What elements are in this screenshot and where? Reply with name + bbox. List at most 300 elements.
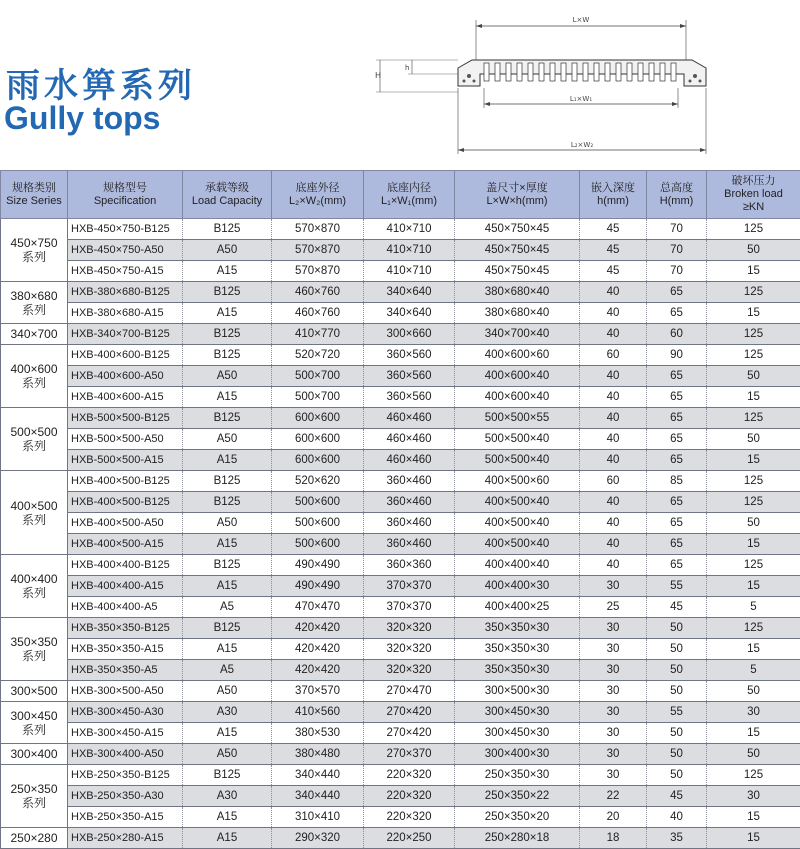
base-inner-cell: 410×710 bbox=[364, 240, 455, 261]
total-height-cell: 35 bbox=[647, 828, 707, 849]
base-outer-cell: 290×320 bbox=[272, 828, 364, 849]
base-inner-cell: 360×560 bbox=[364, 387, 455, 408]
table-row bbox=[1, 387, 800, 408]
base-outer-cell: 600×600 bbox=[272, 429, 364, 450]
base-outer-cell: 380×530 bbox=[272, 723, 364, 744]
spec-cell: HXB-450×750-A15 bbox=[68, 261, 183, 282]
table-row bbox=[1, 282, 800, 303]
load-cell: A50 bbox=[183, 240, 272, 261]
broken-load-cell: 15 bbox=[707, 261, 800, 282]
size-series-value: 300×500 bbox=[1, 684, 67, 698]
base-inner-cell: 360×360 bbox=[364, 555, 455, 576]
size-series-value: 250×280 bbox=[1, 831, 67, 845]
base-inner-cell: 360×560 bbox=[364, 345, 455, 366]
load-cell: B125 bbox=[183, 492, 272, 513]
spec-cell: HXB-450×750-B125 bbox=[68, 219, 183, 240]
table-row bbox=[1, 660, 800, 681]
load-cell: A15 bbox=[183, 723, 272, 744]
base-outer-cell: 570×870 bbox=[272, 240, 364, 261]
embed-depth-cell: 40 bbox=[580, 555, 647, 576]
base-outer-cell: 520×720 bbox=[272, 345, 364, 366]
gully-top-cross-section-diagram bbox=[372, 8, 722, 158]
base-inner-cell: 340×640 bbox=[364, 282, 455, 303]
total-height-cell: 50 bbox=[647, 660, 707, 681]
broken-load-cell: 15 bbox=[707, 450, 800, 471]
broken-load-cell: 125 bbox=[707, 471, 800, 492]
spec-cell: HXB-300×400-A50 bbox=[68, 744, 183, 765]
load-cell: A15 bbox=[183, 639, 272, 660]
embed-depth-cell: 30 bbox=[580, 744, 647, 765]
total-height-cell: 90 bbox=[647, 345, 707, 366]
size-series-cell bbox=[1, 618, 68, 681]
total-height-cell: 50 bbox=[647, 639, 707, 660]
base-inner-cell: 320×320 bbox=[364, 618, 455, 639]
cover-size-cell: 250×350×22 bbox=[455, 786, 580, 807]
size-series-cell bbox=[1, 681, 68, 702]
spec-cell: HXB-340×700-B125 bbox=[68, 324, 183, 345]
base-inner-cell: 320×320 bbox=[364, 660, 455, 681]
spec-cell: HXB-400×600-A15 bbox=[68, 387, 183, 408]
size-series-cell bbox=[1, 324, 68, 345]
embed-depth-cell: 30 bbox=[580, 639, 647, 660]
size-series-cell bbox=[1, 555, 68, 618]
size-series-value: 400×400 bbox=[1, 572, 67, 586]
spec-cell: HXB-300×500-A50 bbox=[68, 681, 183, 702]
load-cell: A50 bbox=[183, 744, 272, 765]
embed-depth-cell: 60 bbox=[580, 345, 647, 366]
cover-size-cell: 400×500×40 bbox=[455, 492, 580, 513]
total-height-cell: 70 bbox=[647, 240, 707, 261]
cover-size-cell: 300×450×30 bbox=[455, 702, 580, 723]
spec-cell: HXB-400×600-A50 bbox=[68, 366, 183, 387]
broken-load-cell: 125 bbox=[707, 282, 800, 303]
size-series-suffix: 系列 bbox=[1, 649, 67, 663]
table-row bbox=[1, 723, 800, 744]
base-inner-cell: 460×460 bbox=[364, 408, 455, 429]
size-series-value: 350×350 bbox=[1, 635, 67, 649]
cover-size-cell: 250×350×20 bbox=[455, 807, 580, 828]
base-inner-cell: 460×460 bbox=[364, 429, 455, 450]
cover-size-cell: 450×750×45 bbox=[455, 240, 580, 261]
spec-cell: HXB-250×280-A15 bbox=[68, 828, 183, 849]
table-row bbox=[1, 681, 800, 702]
table-row bbox=[1, 324, 800, 345]
base-inner-cell: 360×460 bbox=[364, 471, 455, 492]
total-height-cell: 65 bbox=[647, 492, 707, 513]
spec-cell: HXB-250×350-A30 bbox=[68, 786, 183, 807]
header-base-outer: 底座外径 L₂×W₂(mm) bbox=[272, 171, 364, 219]
header-embed-depth: 嵌入深度 h(mm) bbox=[580, 171, 647, 219]
table-header-row bbox=[1, 171, 800, 219]
base-outer-cell: 490×490 bbox=[272, 555, 364, 576]
header-total-height: 总高度 H(mm) bbox=[647, 171, 707, 219]
load-cell: B125 bbox=[183, 282, 272, 303]
base-outer-cell: 470×470 bbox=[272, 597, 364, 618]
cover-size-cell: 400×600×60 bbox=[455, 345, 580, 366]
cover-size-cell: 400×500×40 bbox=[455, 513, 580, 534]
broken-load-cell: 15 bbox=[707, 576, 800, 597]
load-cell: A15 bbox=[183, 303, 272, 324]
table-row bbox=[1, 219, 800, 240]
embed-depth-cell: 40 bbox=[580, 282, 647, 303]
cover-size-cell: 380×680×40 bbox=[455, 303, 580, 324]
base-inner-cell: 220×320 bbox=[364, 786, 455, 807]
size-series-cell bbox=[1, 744, 68, 765]
base-inner-cell: 360×460 bbox=[364, 513, 455, 534]
total-height-cell: 45 bbox=[647, 597, 707, 618]
load-cell: A5 bbox=[183, 660, 272, 681]
total-height-cell: 55 bbox=[647, 702, 707, 723]
base-outer-cell: 380×480 bbox=[272, 744, 364, 765]
cover-size-cell: 250×350×30 bbox=[455, 765, 580, 786]
table-row bbox=[1, 513, 800, 534]
broken-load-cell: 50 bbox=[707, 513, 800, 534]
cover-size-cell: 400×500×60 bbox=[455, 471, 580, 492]
base-outer-cell: 340×440 bbox=[272, 786, 364, 807]
total-height-cell: 55 bbox=[647, 576, 707, 597]
load-cell: A50 bbox=[183, 513, 272, 534]
total-height-cell: 65 bbox=[647, 366, 707, 387]
page-title-cn: 雨水箅系列 bbox=[6, 58, 196, 107]
embed-depth-cell: 30 bbox=[580, 723, 647, 744]
spec-cell: HXB-400×500-A15 bbox=[68, 534, 183, 555]
table-row bbox=[1, 471, 800, 492]
cover-size-cell: 500×500×55 bbox=[455, 408, 580, 429]
cover-size-cell: 350×350×30 bbox=[455, 639, 580, 660]
size-series-cell bbox=[1, 765, 68, 828]
embed-depth-cell: 20 bbox=[580, 807, 647, 828]
broken-load-cell: 15 bbox=[707, 723, 800, 744]
total-height-cell: 65 bbox=[647, 387, 707, 408]
table-row bbox=[1, 366, 800, 387]
spec-cell: HXB-400×600-B125 bbox=[68, 345, 183, 366]
total-height-cell: 50 bbox=[647, 681, 707, 702]
broken-load-cell: 30 bbox=[707, 786, 800, 807]
size-series-suffix: 系列 bbox=[1, 513, 67, 527]
total-height-cell: 65 bbox=[647, 534, 707, 555]
broken-load-cell: 125 bbox=[707, 408, 800, 429]
size-series-suffix: 系列 bbox=[1, 586, 67, 600]
table-row bbox=[1, 492, 800, 513]
total-height-cell: 60 bbox=[647, 324, 707, 345]
total-height-cell: 65 bbox=[647, 555, 707, 576]
base-inner-cell: 360×560 bbox=[364, 366, 455, 387]
base-outer-cell: 460×760 bbox=[272, 303, 364, 324]
header-specification: 规格型号 Specification bbox=[68, 171, 183, 219]
base-outer-cell: 500×700 bbox=[272, 366, 364, 387]
table-row bbox=[1, 597, 800, 618]
base-inner-cell: 460×460 bbox=[364, 450, 455, 471]
spec-cell: HXB-400×400-A5 bbox=[68, 597, 183, 618]
table-row bbox=[1, 408, 800, 429]
size-series-value: 300×400 bbox=[1, 747, 67, 761]
size-series-suffix: 系列 bbox=[1, 250, 67, 264]
base-inner-cell: 360×460 bbox=[364, 492, 455, 513]
broken-load-cell: 15 bbox=[707, 639, 800, 660]
total-height-cell: 40 bbox=[647, 807, 707, 828]
base-outer-cell: 570×870 bbox=[272, 219, 364, 240]
table-row bbox=[1, 450, 800, 471]
total-height-cell: 50 bbox=[647, 765, 707, 786]
base-outer-cell: 500×600 bbox=[272, 492, 364, 513]
cover-size-cell: 450×750×45 bbox=[455, 219, 580, 240]
embed-depth-cell: 30 bbox=[580, 618, 647, 639]
base-outer-cell: 420×420 bbox=[272, 660, 364, 681]
base-outer-cell: 460×760 bbox=[272, 282, 364, 303]
cover-size-cell: 400×400×40 bbox=[455, 555, 580, 576]
spec-cell: HXB-400×500-A50 bbox=[68, 513, 183, 534]
gully-tops-spec-table bbox=[0, 170, 800, 849]
table-row bbox=[1, 828, 800, 849]
embed-depth-cell: 40 bbox=[580, 429, 647, 450]
broken-load-cell: 125 bbox=[707, 555, 800, 576]
table-row bbox=[1, 555, 800, 576]
load-cell: A5 bbox=[183, 597, 272, 618]
embed-depth-cell: 40 bbox=[580, 408, 647, 429]
dim-h-label: h bbox=[405, 64, 409, 72]
size-series-suffix: 系列 bbox=[1, 376, 67, 390]
size-series-suffix: 系列 bbox=[1, 723, 67, 737]
cover-size-cell: 400×400×30 bbox=[455, 576, 580, 597]
load-cell: B125 bbox=[183, 408, 272, 429]
base-outer-cell: 490×490 bbox=[272, 576, 364, 597]
spec-cell: HXB-400×500-B125 bbox=[68, 471, 183, 492]
total-height-cell: 65 bbox=[647, 429, 707, 450]
base-inner-cell: 270×370 bbox=[364, 744, 455, 765]
total-height-cell: 65 bbox=[647, 513, 707, 534]
load-cell: A15 bbox=[183, 828, 272, 849]
cover-size-cell: 500×500×40 bbox=[455, 429, 580, 450]
base-outer-cell: 520×620 bbox=[272, 471, 364, 492]
table-row bbox=[1, 744, 800, 765]
broken-load-cell: 30 bbox=[707, 702, 800, 723]
size-series-suffix: 系列 bbox=[1, 303, 67, 317]
load-cell: B125 bbox=[183, 324, 272, 345]
embed-depth-cell: 25 bbox=[580, 597, 647, 618]
total-height-cell: 65 bbox=[647, 408, 707, 429]
embed-depth-cell: 40 bbox=[580, 450, 647, 471]
embed-depth-cell: 60 bbox=[580, 471, 647, 492]
broken-load-cell: 50 bbox=[707, 744, 800, 765]
total-height-cell: 45 bbox=[647, 786, 707, 807]
size-series-value: 340×700 bbox=[1, 327, 67, 341]
broken-load-cell: 15 bbox=[707, 534, 800, 555]
embed-depth-cell: 45 bbox=[580, 261, 647, 282]
table-row bbox=[1, 765, 800, 786]
broken-load-cell: 125 bbox=[707, 324, 800, 345]
spec-cell: HXB-400×400-A15 bbox=[68, 576, 183, 597]
cover-size-cell: 340×700×40 bbox=[455, 324, 580, 345]
total-height-cell: 65 bbox=[647, 282, 707, 303]
cover-size-cell: 400×600×40 bbox=[455, 387, 580, 408]
cover-size-cell: 500×500×40 bbox=[455, 450, 580, 471]
load-cell: B125 bbox=[183, 219, 272, 240]
embed-depth-cell: 30 bbox=[580, 765, 647, 786]
cover-size-cell: 300×450×30 bbox=[455, 723, 580, 744]
base-inner-cell: 270×470 bbox=[364, 681, 455, 702]
base-outer-cell: 370×570 bbox=[272, 681, 364, 702]
base-inner-cell: 370×370 bbox=[364, 597, 455, 618]
embed-depth-cell: 45 bbox=[580, 219, 647, 240]
spec-cell: HXB-380×680-A15 bbox=[68, 303, 183, 324]
total-height-cell: 65 bbox=[647, 450, 707, 471]
base-inner-cell: 410×710 bbox=[364, 219, 455, 240]
broken-load-cell: 50 bbox=[707, 366, 800, 387]
total-height-cell: 70 bbox=[647, 219, 707, 240]
embed-depth-cell: 30 bbox=[580, 681, 647, 702]
base-outer-cell: 340×440 bbox=[272, 765, 364, 786]
load-cell: A50 bbox=[183, 366, 272, 387]
size-series-cell bbox=[1, 471, 68, 555]
embed-depth-cell: 40 bbox=[580, 324, 647, 345]
broken-load-cell: 125 bbox=[707, 219, 800, 240]
cover-size-cell: 380×680×40 bbox=[455, 282, 580, 303]
load-cell: A15 bbox=[183, 534, 272, 555]
size-series-value: 300×450 bbox=[1, 709, 67, 723]
cover-size-cell: 350×350×30 bbox=[455, 660, 580, 681]
cover-size-cell: 400×600×40 bbox=[455, 366, 580, 387]
load-cell: A30 bbox=[183, 702, 272, 723]
broken-load-cell: 125 bbox=[707, 618, 800, 639]
spec-cell: HXB-350×350-B125 bbox=[68, 618, 183, 639]
total-height-cell: 50 bbox=[647, 723, 707, 744]
base-inner-cell: 300×660 bbox=[364, 324, 455, 345]
header-base-inner: 底座内径 L₁×W₁(mm) bbox=[364, 171, 455, 219]
base-inner-cell: 220×250 bbox=[364, 828, 455, 849]
table-row bbox=[1, 702, 800, 723]
spec-cell: HXB-250×350-A15 bbox=[68, 807, 183, 828]
table-row bbox=[1, 534, 800, 555]
base-outer-cell: 410×560 bbox=[272, 702, 364, 723]
header-size-series: 规格类别 Size Series bbox=[1, 171, 68, 219]
broken-load-cell: 125 bbox=[707, 492, 800, 513]
size-series-cell bbox=[1, 345, 68, 408]
broken-load-cell: 125 bbox=[707, 765, 800, 786]
base-outer-cell: 310×410 bbox=[272, 807, 364, 828]
table-row bbox=[1, 576, 800, 597]
table-row bbox=[1, 807, 800, 828]
broken-load-cell: 15 bbox=[707, 807, 800, 828]
size-series-cell bbox=[1, 408, 68, 471]
size-series-value: 250×350 bbox=[1, 782, 67, 796]
base-outer-cell: 600×600 bbox=[272, 408, 364, 429]
table-row bbox=[1, 639, 800, 660]
table-row bbox=[1, 786, 800, 807]
broken-load-cell: 50 bbox=[707, 240, 800, 261]
spec-cell: HXB-400×400-B125 bbox=[68, 555, 183, 576]
header-cover-size: 盖尺寸×厚度 L×W×h(mm) bbox=[455, 171, 580, 219]
header-load-capacity: 承载等级 Load Capacity bbox=[183, 171, 272, 219]
broken-load-cell: 15 bbox=[707, 828, 800, 849]
base-outer-cell: 500×600 bbox=[272, 534, 364, 555]
broken-load-cell: 125 bbox=[707, 345, 800, 366]
size-series-value: 400×500 bbox=[1, 499, 67, 513]
size-series-cell bbox=[1, 219, 68, 282]
page-title-en: Gully tops bbox=[4, 100, 160, 137]
broken-load-cell: 15 bbox=[707, 387, 800, 408]
dim-bottom-label: L₂×W₂ bbox=[571, 141, 593, 149]
load-cell: A15 bbox=[183, 450, 272, 471]
base-inner-cell: 220×320 bbox=[364, 765, 455, 786]
base-outer-cell: 420×420 bbox=[272, 618, 364, 639]
embed-depth-cell: 45 bbox=[580, 240, 647, 261]
spec-cell: HXB-300×450-A15 bbox=[68, 723, 183, 744]
broken-load-cell: 5 bbox=[707, 597, 800, 618]
cover-size-cell: 300×400×30 bbox=[455, 744, 580, 765]
load-cell: A30 bbox=[183, 786, 272, 807]
load-cell: A50 bbox=[183, 429, 272, 450]
table-row bbox=[1, 618, 800, 639]
header-broken-load: 破坏压力 Broken load ≥KN bbox=[707, 171, 800, 219]
size-series-value: 380×680 bbox=[1, 289, 67, 303]
load-cell: A15 bbox=[183, 807, 272, 828]
size-series-suffix: 系列 bbox=[1, 796, 67, 810]
base-outer-cell: 420×420 bbox=[272, 639, 364, 660]
cover-size-cell: 250×280×18 bbox=[455, 828, 580, 849]
total-height-cell: 70 bbox=[647, 261, 707, 282]
base-outer-cell: 500×600 bbox=[272, 513, 364, 534]
size-series-value: 400×600 bbox=[1, 362, 67, 376]
table-body bbox=[1, 219, 800, 849]
embed-depth-cell: 40 bbox=[580, 513, 647, 534]
table-row bbox=[1, 240, 800, 261]
table-row bbox=[1, 303, 800, 324]
dim-top-label: L×W bbox=[573, 16, 590, 24]
load-cell: B125 bbox=[183, 618, 272, 639]
embed-depth-cell: 40 bbox=[580, 366, 647, 387]
embed-depth-cell: 40 bbox=[580, 387, 647, 408]
embed-depth-cell: 22 bbox=[580, 786, 647, 807]
base-inner-cell: 320×320 bbox=[364, 639, 455, 660]
embed-depth-cell: 30 bbox=[580, 576, 647, 597]
spec-cell: HXB-400×500-B125 bbox=[68, 492, 183, 513]
base-inner-cell: 360×460 bbox=[364, 534, 455, 555]
spec-cell: HXB-450×750-A50 bbox=[68, 240, 183, 261]
base-inner-cell: 370×370 bbox=[364, 576, 455, 597]
table-row bbox=[1, 429, 800, 450]
size-series-value: 450×750 bbox=[1, 236, 67, 250]
size-series-value: 500×500 bbox=[1, 425, 67, 439]
spec-cell: HXB-500×500-A50 bbox=[68, 429, 183, 450]
load-cell: B125 bbox=[183, 471, 272, 492]
load-cell: B125 bbox=[183, 555, 272, 576]
size-series-cell bbox=[1, 282, 68, 324]
broken-load-cell: 5 bbox=[707, 660, 800, 681]
size-series-suffix: 系列 bbox=[1, 439, 67, 453]
base-inner-cell: 340×640 bbox=[364, 303, 455, 324]
load-cell: A50 bbox=[183, 681, 272, 702]
base-outer-cell: 570×870 bbox=[272, 261, 364, 282]
embed-depth-cell: 40 bbox=[580, 303, 647, 324]
table-row bbox=[1, 261, 800, 282]
base-inner-cell: 270×420 bbox=[364, 702, 455, 723]
broken-load-cell: 50 bbox=[707, 681, 800, 702]
table-row bbox=[1, 345, 800, 366]
load-cell: B125 bbox=[183, 345, 272, 366]
spec-cell: HXB-250×350-B125 bbox=[68, 765, 183, 786]
load-cell: A15 bbox=[183, 387, 272, 408]
total-height-cell: 85 bbox=[647, 471, 707, 492]
cover-size-cell: 450×750×45 bbox=[455, 261, 580, 282]
cover-size-cell: 400×500×40 bbox=[455, 534, 580, 555]
total-height-cell: 50 bbox=[647, 744, 707, 765]
load-cell: A15 bbox=[183, 576, 272, 597]
base-outer-cell: 500×700 bbox=[272, 387, 364, 408]
base-inner-cell: 220×320 bbox=[364, 807, 455, 828]
spec-cell: HXB-300×450-A30 bbox=[68, 702, 183, 723]
total-height-cell: 65 bbox=[647, 303, 707, 324]
load-cell: B125 bbox=[183, 765, 272, 786]
